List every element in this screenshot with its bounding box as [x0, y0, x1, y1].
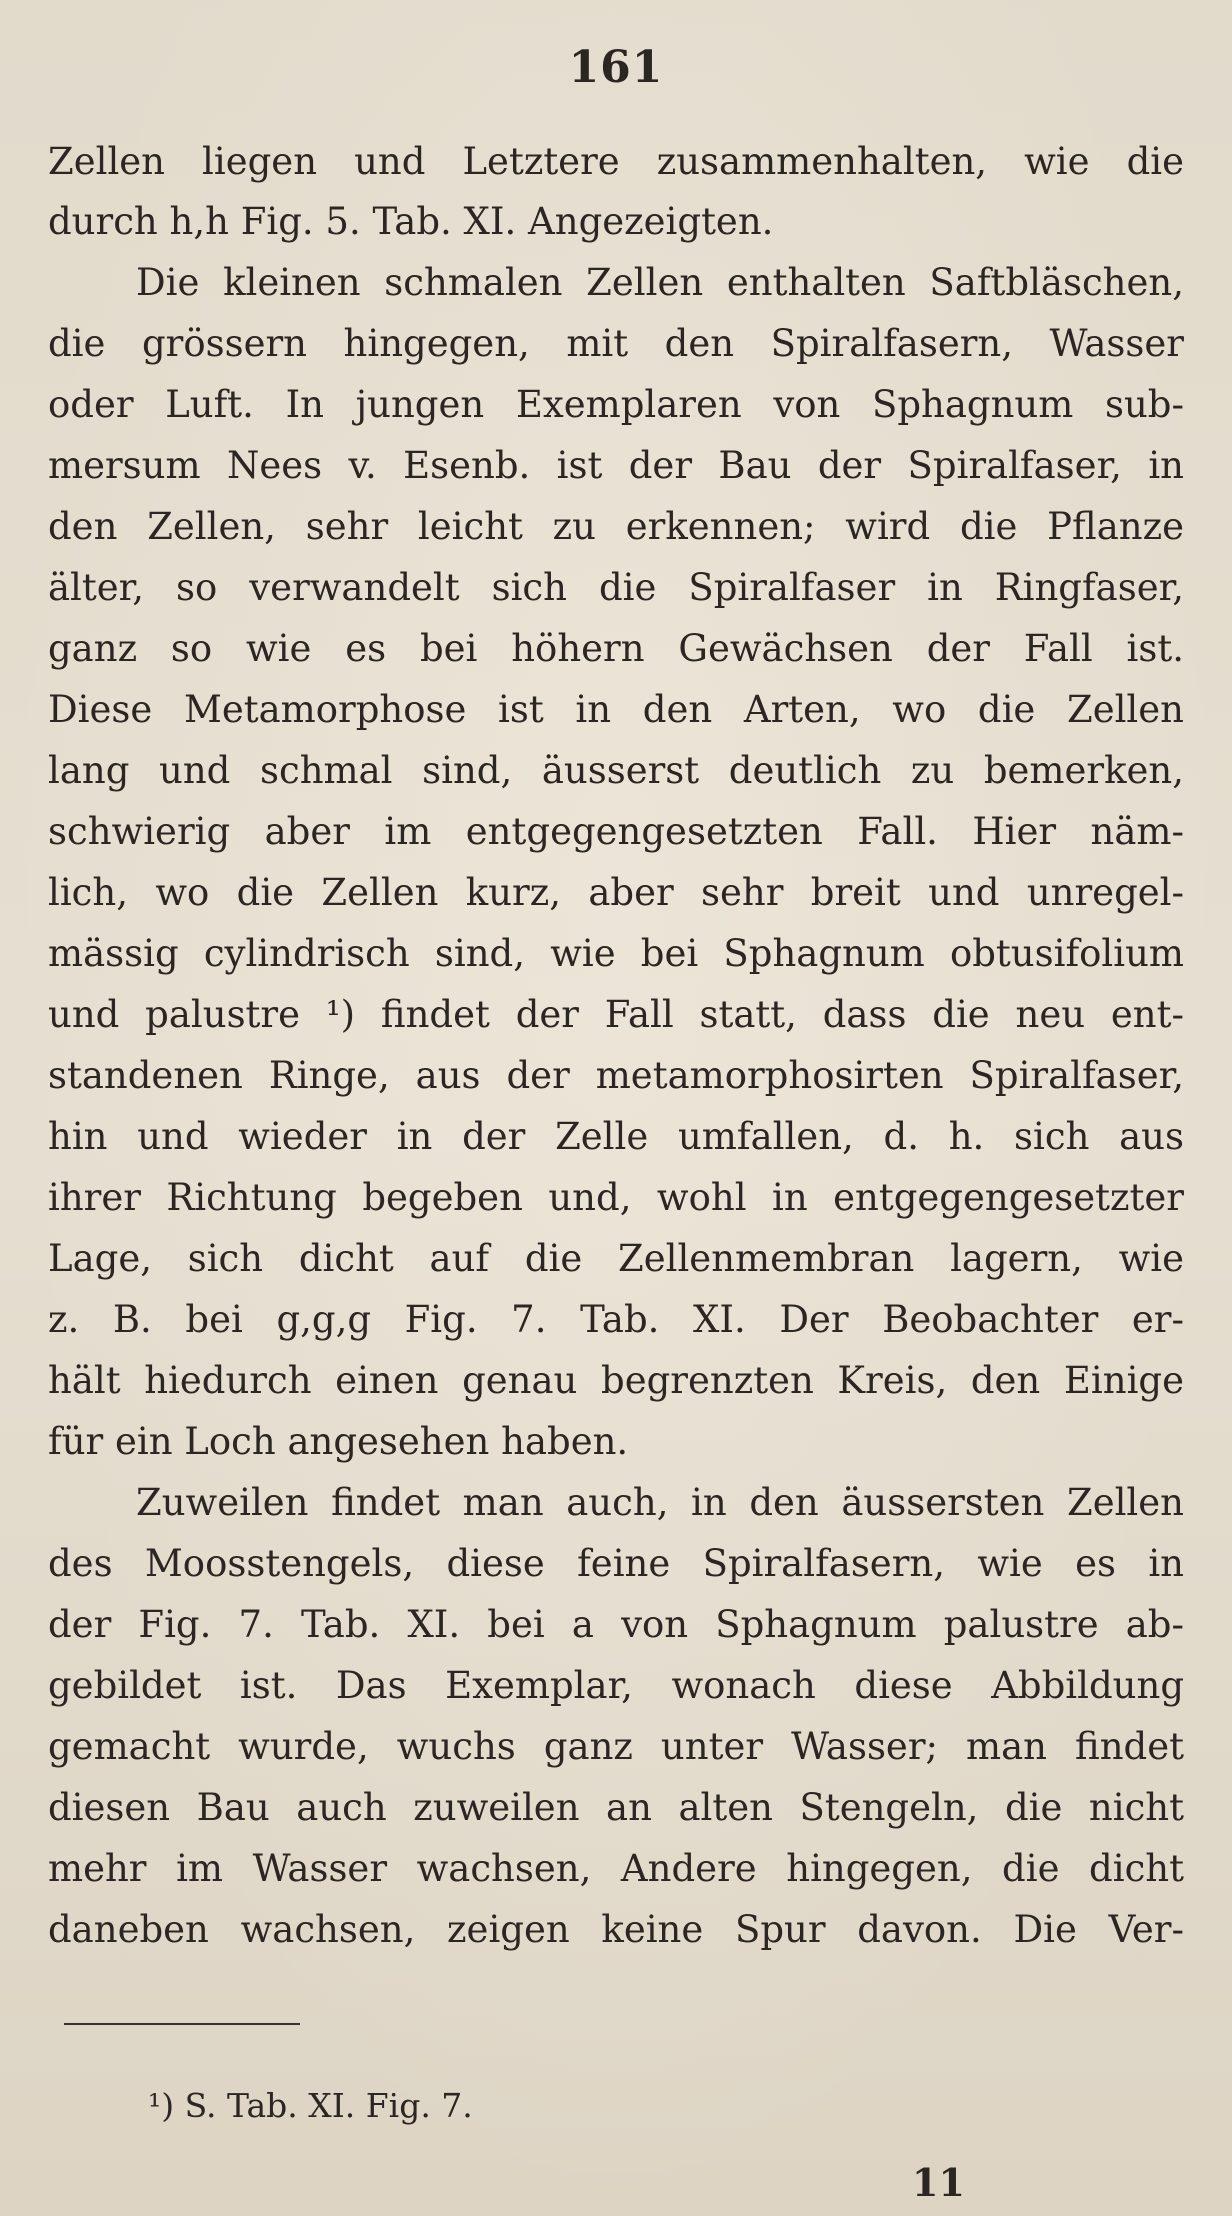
paragraph-start-line: Zuweilen findet man auch, in den äussersten Zellen	[136, 1481, 1184, 1524]
text-line: den Zellen, sehr leicht zu erkennen; wird die Pflanze	[48, 505, 1184, 548]
text-line: diesen Bau auch zuweilen an alten Stengeln, die nicht	[48, 1786, 1184, 1829]
text-line: die grössern hingegen, mit den Spiralfasern, Wasser	[48, 322, 1184, 365]
page-number: 161	[568, 42, 664, 93]
text-line: gebildet ist. Das Exemplar, wonach diese Abbildung	[48, 1664, 1184, 1707]
text-line: hin und wieder in der Zelle umfallen, d. h. sich aus	[48, 1115, 1184, 1158]
text-line: Diese Metamorphose ist in den Arten, wo die Zellen	[48, 688, 1184, 731]
footnote: ¹) S. Tab. XI. Fig. 7.	[148, 2086, 473, 2125]
text-line: z. B. bei g,g,g Fig. 7. Tab. XI. Der Beobachter er-	[48, 1298, 1184, 1341]
text-line: standenen Ringe, aus der metamorphosirten Spiralfaser,	[48, 1054, 1184, 1097]
text-line: lang und schmal sind, äusserst deutlich zu bemerken,	[48, 749, 1184, 792]
text-line: und palustre ¹) findet der Fall statt, dass die neu ent-	[48, 993, 1184, 1036]
footnote-divider	[64, 2023, 300, 2025]
text-line: mässig cylindrisch sind, wie bei Sphagnum obtusifolium	[48, 932, 1184, 975]
text-line: mersum Nees v. Esenb. ist der Bau der Spiralfaser, in	[48, 444, 1184, 487]
text-line: des Moosstengels, diese feine Spiralfasern, wie es in	[48, 1542, 1184, 1585]
text-line: ganz so wie es bei höhern Gewächsen der Fall ist.	[48, 627, 1184, 670]
text-line: lich, wo die Zellen kurz, aber sehr breit und unregel-	[48, 871, 1184, 914]
text-line: gemacht wurde, wuchs ganz unter Wasser; man findet	[48, 1725, 1184, 1768]
text-line: schwierig aber im entgegengesetzten Fall. Hier näm-	[48, 810, 1184, 853]
text-line: für ein Loch angesehen haben.	[48, 1420, 629, 1463]
text-line: Zellen liegen und Letztere zusammenhalten, wie die	[48, 140, 1184, 183]
text-line: Lage, sich dicht auf die Zellenmembran lagern, wie	[48, 1237, 1184, 1280]
text-line: älter, so verwandelt sich die Spiralfaser in Ringfaser,	[48, 566, 1184, 609]
text-line: durch h,h Fig. 5. Tab. XI. Angezeigten.	[48, 200, 774, 243]
text-line: ihrer Richtung begeben und, wohl in entgegengesetzter	[48, 1176, 1184, 1219]
text-line: mehr im Wasser wachsen, Andere hingegen, die dicht	[48, 1847, 1184, 1890]
printer-signature-mark: 11	[912, 2160, 965, 2205]
paragraph-start-line: Die kleinen schmalen Zellen enthalten Saftbläschen,	[136, 261, 1184, 304]
text-line: hält hiedurch einen genau begrenzten Kreis, den Einige	[48, 1359, 1184, 1402]
text-line: daneben wachsen, zeigen keine Spur davon. Die Ver-	[48, 1908, 1184, 1951]
text-line: oder Luft. In jungen Exemplaren von Sphagnum sub-	[48, 383, 1184, 426]
text-line: der Fig. 7. Tab. XI. bei a von Sphagnum palustre ab-	[48, 1603, 1184, 1646]
